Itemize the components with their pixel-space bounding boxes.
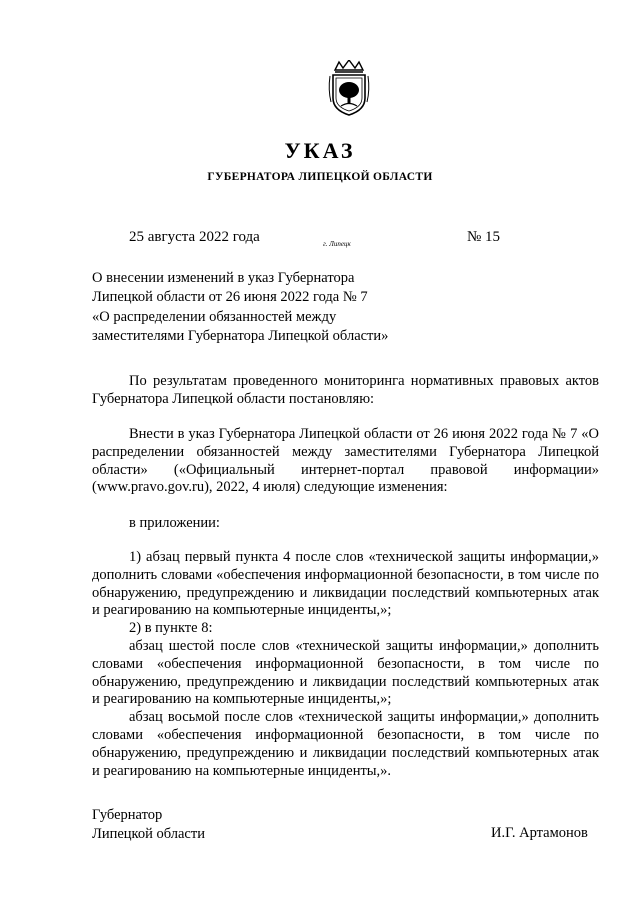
heading-line: «О распределении обязанностей между xyxy=(92,308,337,325)
paragraph-text: в приложении: xyxy=(129,515,220,531)
amendment-items xyxy=(92,549,599,780)
document-number: № 15 xyxy=(467,229,501,245)
paragraph-text: По результатам проведенного мониторинга нормативных правовых актов Губернатора Липецкой области постановляю: xyxy=(92,373,599,407)
document-subtitle: ГУБЕРНАТОРА ЛИПЕЦКОЙ ОБЛАСТИ xyxy=(207,171,433,183)
heading-line: О внесении изменений в указ Губернатора xyxy=(92,270,355,286)
heading-line: Липецкой области от 26 июня 2022 года № 7 xyxy=(92,289,368,306)
paragraph-preamble xyxy=(92,373,599,409)
signature-position-line: Губернатор xyxy=(92,807,163,823)
coat-of-arms-icon xyxy=(327,60,371,116)
document-city: г. Липецк xyxy=(323,240,351,248)
list-item: абзац шестой после слов «технической защиты информации,» дополнить словами «обеспечения информационной безопасности, в том числе по обнаружению, предупреждению и ликвидации последствий компьютерных атак и реагированию на компьютерные инциденты,»; xyxy=(92,637,599,708)
document-date: 25 августа 2022 года xyxy=(129,229,260,245)
list-item: 2) в пункте 8: xyxy=(129,620,213,637)
paragraph-amendment xyxy=(92,426,599,497)
signature-name: И.Г. Артамонов xyxy=(491,825,588,841)
document-title: УКАЗ xyxy=(284,138,356,163)
signature-position xyxy=(92,806,205,844)
signature-position-line: Липецкой области xyxy=(92,826,205,842)
list-item: 1) абзац первый пункта 4 после слов «технической защиты информации,» дополнить словами «обеспечения информационной безопасности, в том числе по обнаружению, предупреждению и ликвидации последствий компьютерных атак и реагированию на компьютерные инциденты,»; xyxy=(92,549,599,619)
heading-line: заместителями Губернатора Липецкой области» xyxy=(92,327,389,344)
document-heading xyxy=(92,269,432,346)
paragraph-appendix xyxy=(92,515,599,533)
list-item: абзац восьмой после слов «технической защиты информации,» дополнить словами «обеспечения информационной безопасности, в том числе по обнаружению, предупреждению и ликвидации последствий компьютерных атак и реагированию на компьютерные инциденты,». xyxy=(92,709,599,779)
paragraph-text: Внести в указ Губернатора Липецкой области от 26 июня 2022 года № 7 «О распределении обязанностей между заместителями Губернатора Липецкой области» («Официальный интернет-портал правовой информации» (www.pravo.gov.ru), 2022, 4 июля) следующие изменения: xyxy=(92,426,599,496)
